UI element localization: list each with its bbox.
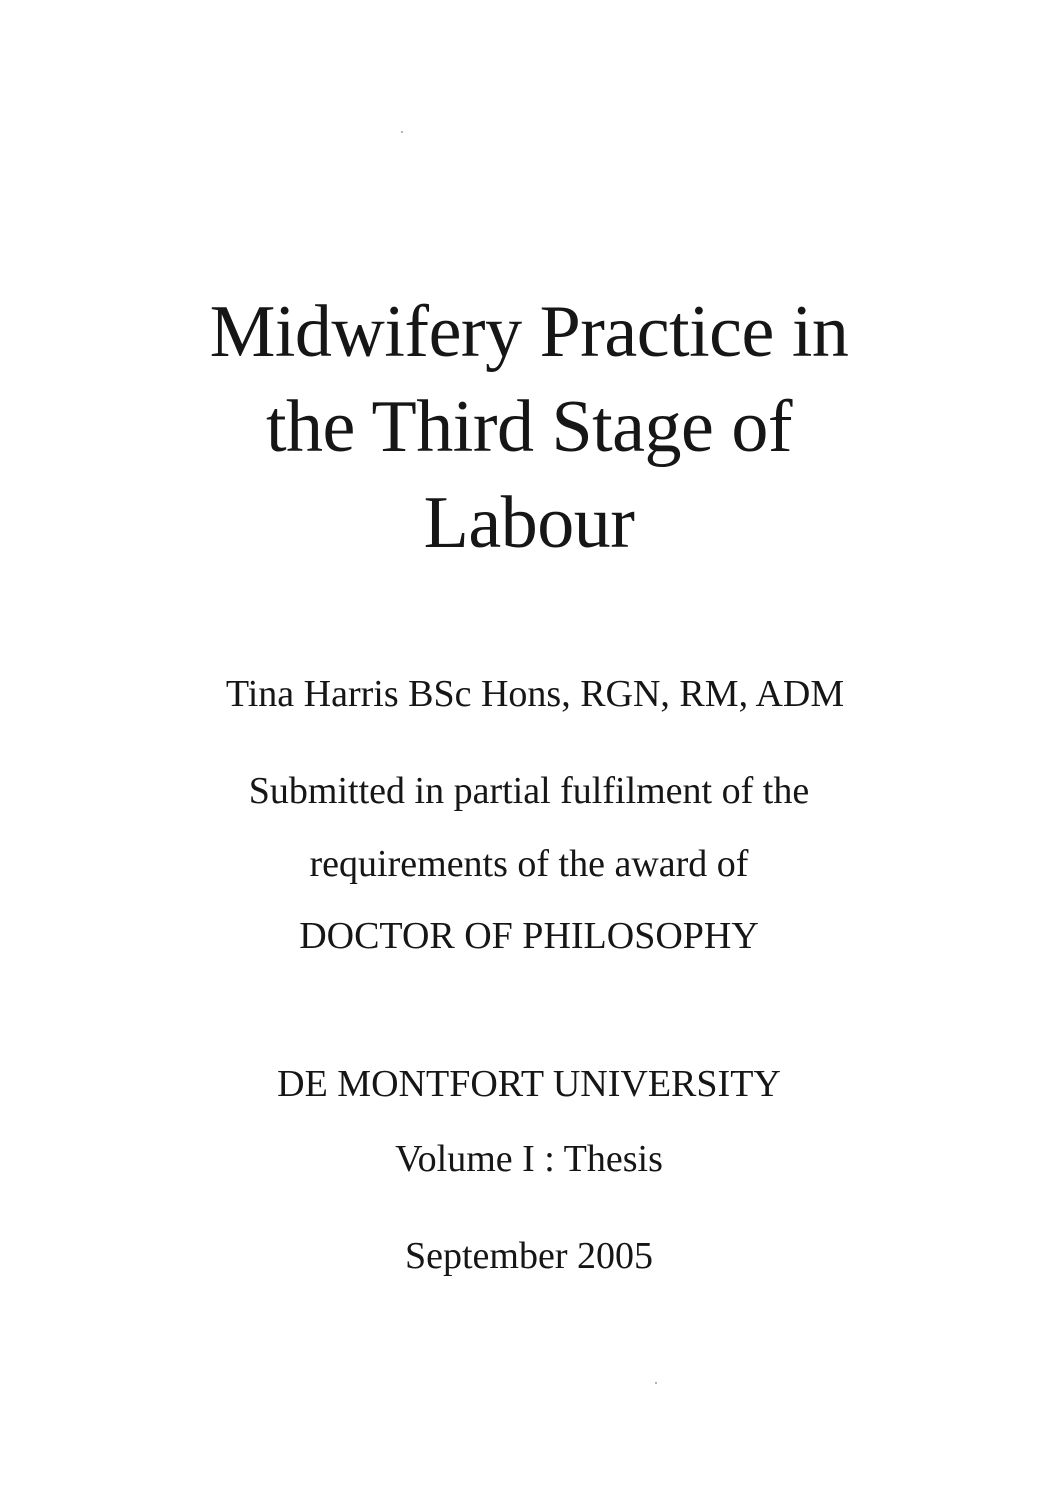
- title-line-2: the Third Stage of: [265, 386, 793, 468]
- scan-speck: [401, 131, 403, 133]
- date-line: September 2005: [404, 1235, 653, 1277]
- volume-line: Volume I : Thesis: [395, 1138, 663, 1180]
- university-line: DE MONTFORT UNIVERSITY: [277, 1063, 781, 1105]
- scan-speck: [655, 1382, 657, 1384]
- degree-line: DOCTOR OF PHILOSOPHY: [299, 915, 759, 957]
- submission-line-2: requirements of the award of: [309, 843, 749, 885]
- submission-line-1: Submitted in partial fulfilment of the: [248, 770, 810, 812]
- title-line-1: Midwifery Practice in: [209, 291, 849, 373]
- author-line: Tina Harris BSc Hons, RGN, RM, ADM: [225, 673, 845, 715]
- title-line-3: Labour: [423, 482, 635, 564]
